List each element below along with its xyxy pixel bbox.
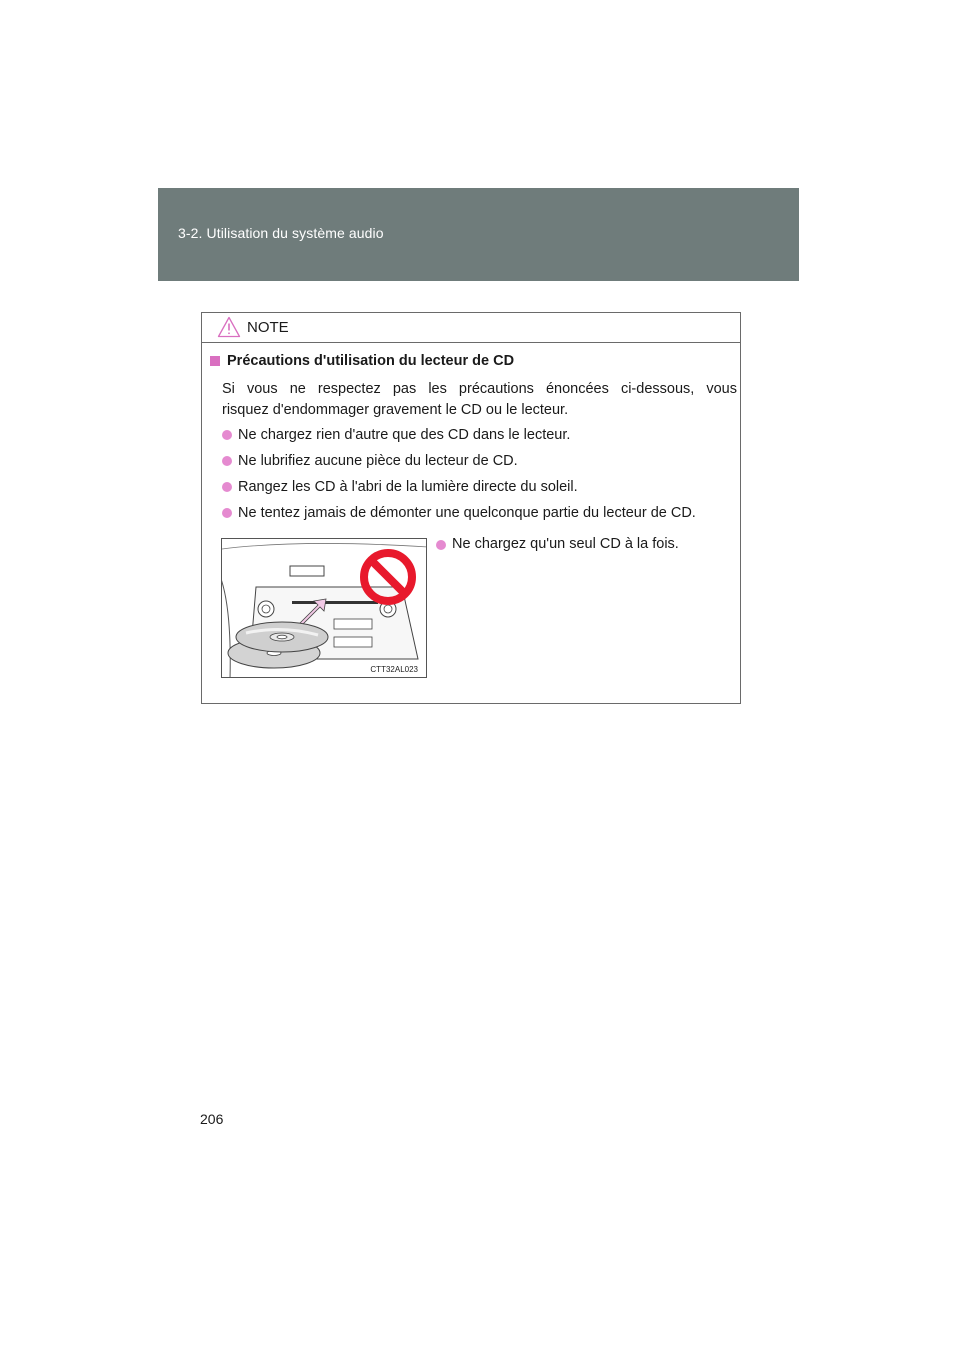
single-cd-text: Ne chargez qu'un seul CD à la fois. [452,536,679,552]
cd-player-illustration [221,538,427,678]
list-item: Ne chargez rien d'autre que des CD dans le lecteur. [222,426,696,452]
warning-triangle-icon [217,316,241,338]
intro-paragraph [222,379,737,421]
square-bullet-icon [210,356,220,366]
precautions-heading-text: Précautions d'utilisation du lecteur de CD [227,353,515,369]
note-header [202,313,740,343]
bullet-dot-icon [436,540,446,550]
list-item: Ne tentez jamais de démonter une quelconque partie du lecteur de CD. [222,504,696,530]
precautions-list [222,426,696,530]
note-box [201,312,741,704]
bullet-dot-icon [222,430,232,440]
bullet-dot-icon [222,456,232,466]
figure-code: CTT32AL023 [370,665,418,674]
page-number: 206 [200,1111,224,1127]
section-header-band [158,188,799,281]
intro-line-2: risquez d'endommager gravement le CD ou le lecteur. [222,402,569,418]
single-cd-bullet [436,536,679,552]
section-title: 3-2. Utilisation du système audio [178,225,384,241]
list-item: Rangez les CD à l'abri de la lumière directe du soleil. [222,478,696,504]
bullet-dot-icon [222,482,232,492]
bullet-dot-icon [222,508,232,518]
list-item: Ne lubrifiez aucune pièce du lecteur de CD. [222,452,696,478]
intro-line-1: Si vous ne respectez pas les précautions énoncées ci-dessous, vous [222,381,737,397]
cd-player-drawing [222,539,427,678]
note-title: NOTE [247,319,289,336]
precautions-heading [210,353,514,369]
